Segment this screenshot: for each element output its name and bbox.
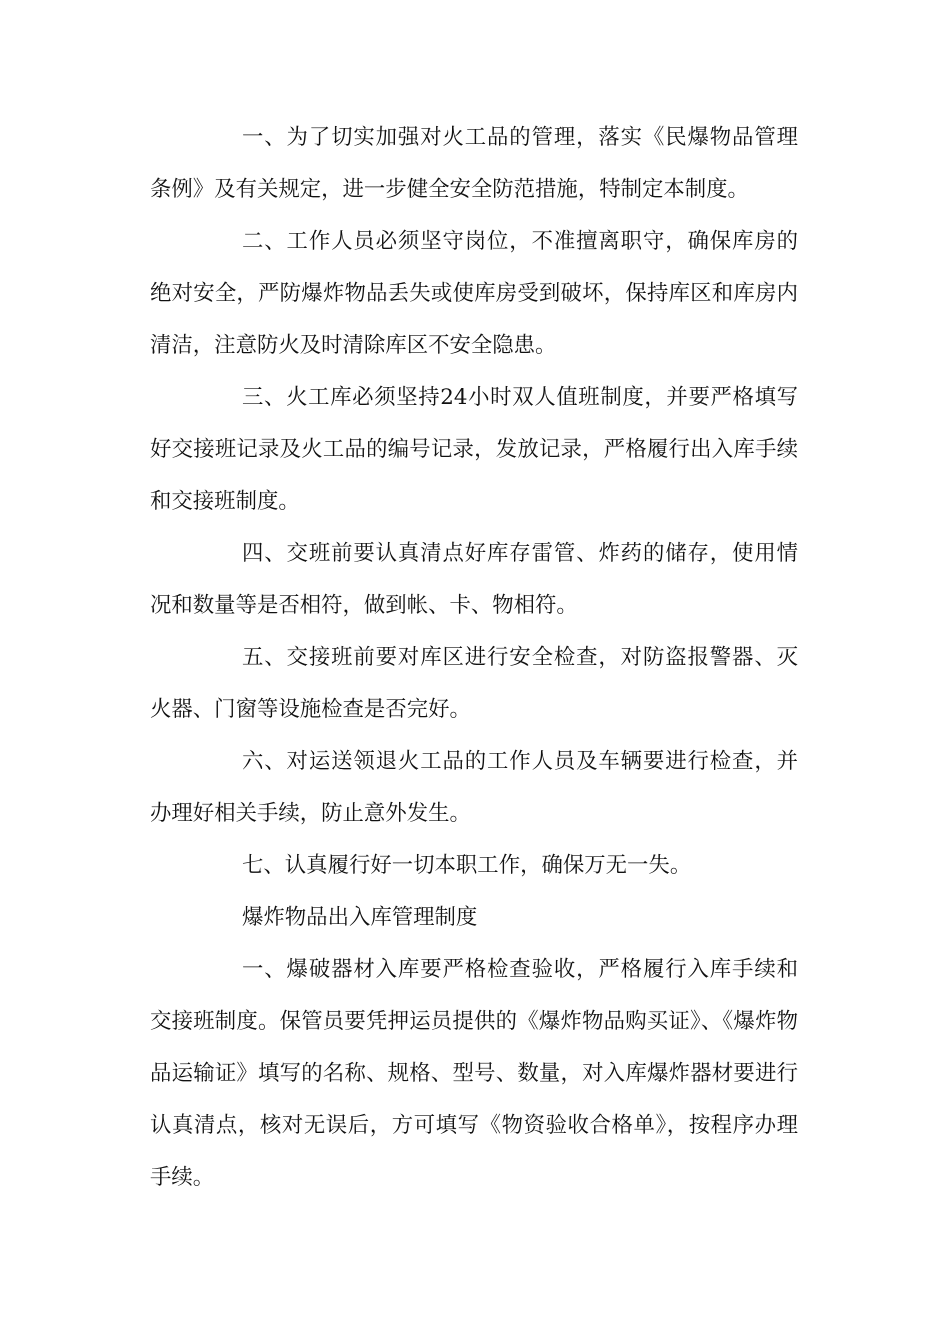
paragraph-rule-2: 二、工作人员必须坚守岗位，不准擅离职守，确保库房的绝对安全，严防爆炸物品丢失或使库房受到破坏，保持库区和库房内清洁，注意防火及时清除库区不安全隐患。 [150,229,798,358]
paragraph-rule-4: 四、交班前要认真清点好库存雷管、炸药的储存，使用情况和数量等是否相符，做到帐、卡、物相符。 [150,541,798,618]
section-paragraph-1: 一、爆破器材入库要严格检查验收，严格履行入库手续和交接班制度。保管员要凭押运员提供的《爆炸物品购买证》、《爆炸物品运输证》填写的名称、规格、型号、数量，对入库爆炸器材要进行认真清点，核对无误后，方可填写《物资验收合格单》，按程序办理手续。 [150,957,798,1190]
paragraph-rule-6: 六、对运送领退火工品的工作人员及车辆要进行检查，并办理好相关手续，防止意外发生。 [150,749,798,826]
paragraph-rule-3: 三、火工库必须坚持24小时双人值班制度，并要严格填写好交接班记录及火工品的编号记录，发放记录，严格履行出入库手续和交接班制度。 [150,385,798,514]
paragraph-rule-1: 一、为了切实加强对火工品的管理，落实《民爆物品管理条例》及有关规定，进一步健全安全防范措施，特制定本制度。 [150,125,798,202]
paragraph-rule-7: 七、认真履行好一切本职工作，确保万无一失。 [242,853,692,878]
paragraph-rule-5: 五、交接班前要对库区进行安全检查，对防盗报警器、灭火器、门窗等设施检查是否完好。 [150,645,798,722]
section-title: 爆炸物品出入库管理制度 [242,905,478,930]
document-body [150,112,798,1204]
